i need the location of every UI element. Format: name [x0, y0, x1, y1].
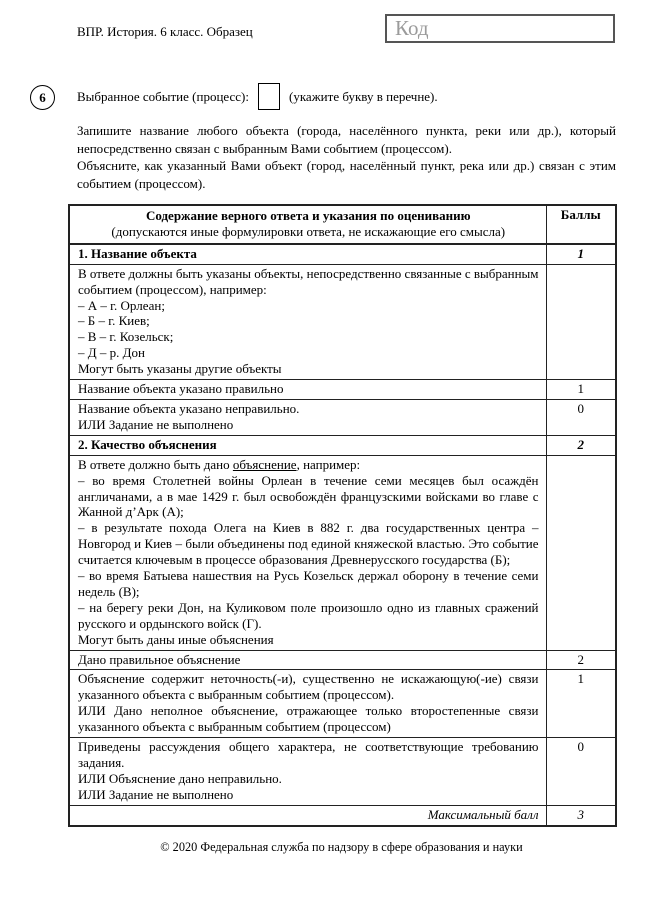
copyright-footer: © 2020 Федеральная служба по надзору в сфере образования и науки — [160, 840, 523, 854]
section2-title: 2. Качество объяснения — [69, 435, 546, 455]
section1-title-row — [69, 244, 616, 264]
criterion-line: Дано правильное объяснение — [78, 651, 241, 667]
object-item: – В – г. Козельск; — [78, 329, 174, 345]
criterion-row — [69, 650, 616, 670]
task-paragraph-1: Запишите название любого объекта (города, населённого пункта, реки или др.), который непосредственно связан с выбранным Вами событием (процессом). — [77, 123, 616, 156]
section1-content-score-cell — [546, 264, 616, 379]
criterion-row — [69, 738, 616, 806]
section1-content-intro: В ответе должны быть указаны объекты, непосредственно связанные с выбранным событием (процессом), например: — [78, 265, 539, 297]
explanation-item: – в результате похода Олега на Киев в 882 г. два государственных центра – Новгород и Киев – были объединены под единой княжеской властью. Это событие считается ключевым в процессе образования Древнерусского государства (Б); — [78, 520, 539, 568]
task-paragraph-2: Объясните, как указанный Вами объект (город, населённый пункт, река или др.) связан с этим событием (процессом). — [77, 158, 616, 191]
question-number-badge: 6 — [30, 85, 55, 110]
rubric-header-subtitle: (допускаются иные формулировки ответа, не искажающие его смысла) — [111, 223, 506, 239]
rubric-header-row — [69, 205, 616, 244]
section2-content-cell — [69, 455, 546, 650]
object-item: – А – г. Орлеан; — [78, 297, 165, 313]
criterion-score: 0 — [546, 738, 616, 806]
object-item: – Б – г. Киев; — [78, 313, 150, 329]
criterion-score: 0 — [546, 399, 616, 435]
rubric-table — [68, 204, 617, 827]
criterion-text-cell — [69, 738, 546, 806]
question-line — [77, 83, 617, 110]
criterion-line: ИЛИ Задание не выполнено — [78, 416, 234, 432]
section2-content-outro: Могут быть даны иные объяснения — [78, 631, 274, 647]
answer-letter-box[interactable] — [258, 83, 280, 110]
criterion-score: 1 — [546, 670, 616, 738]
section1-content-row — [69, 264, 616, 379]
criterion-text-cell — [69, 380, 546, 400]
criterion-line: ИЛИ Задание не выполнено — [78, 786, 234, 802]
section1-content-cell — [69, 264, 546, 379]
criterion-text-cell — [69, 650, 546, 670]
object-item: – Д – р. Дон — [78, 345, 145, 361]
section2-score: 2 — [546, 435, 616, 455]
section2-content-score-cell — [546, 455, 616, 650]
criterion-score: 1 — [546, 380, 616, 400]
criterion-text-cell — [69, 670, 546, 738]
criterion-line: Приведены рассуждения общего характера, не соответствующие требованию задания. — [78, 739, 539, 770]
criterion-score: 2 — [546, 650, 616, 670]
max-score-label: Максимальный балл — [69, 805, 546, 825]
criterion-line: ИЛИ Объяснение дано неправильно. — [78, 770, 282, 786]
explanation-item: – во время Батыева нашествия на Русь Козельск держал оборону в течение семи недель (В); — [78, 568, 539, 599]
code-input[interactable]: Код — [385, 14, 615, 43]
explanation-item: – во время Столетней войны Орлеан в течение семи месяцев был осаждён англичанами, а в мае 1429 г. был освобождён французскими войсками во главе с Жанной д’Арк (А); — [78, 472, 539, 520]
max-score-value: 3 — [546, 805, 616, 825]
explanation-item: – на берегу реки Дон, на Куликовом поле произошло одно из главных сражений русского и ордынского войск (Г). — [78, 599, 539, 631]
question-prompt: Выбранное событие (процесс): — [77, 88, 249, 104]
rubric-header-title: Содержание верного ответа и указания по оцениванию — [145, 208, 471, 223]
criterion-row — [69, 380, 616, 400]
criterion-line: Название объекта указано неправильно. — [78, 400, 300, 416]
section2-content-intro — [78, 457, 539, 473]
section1-content-outro: Могут быть указаны другие объекты — [78, 361, 282, 377]
criterion-line: Объяснение содержит неточность(-и), существенно не искажающую(-ие) связи указанного объекта с выбранным событием (процессом). — [78, 671, 539, 703]
section2-content-row — [69, 455, 616, 650]
question-prompt-suffix: (укажите букву в перечне). — [288, 88, 438, 104]
intro-post: , например: — [296, 456, 361, 472]
rubric-header-content-cell — [69, 205, 546, 244]
section1-score: 1 — [546, 244, 616, 264]
intro-pre: В ответе должно быть дано — [78, 456, 233, 472]
section2-title-row — [69, 435, 616, 455]
criterion-row — [69, 670, 616, 738]
criterion-row — [69, 399, 616, 435]
max-score-row — [69, 805, 616, 825]
criterion-line: ИЛИ Дано неполное объяснение, отражающее только второстепенные связи указанного объекта с выбранным событием (процессом) — [78, 703, 539, 735]
doc-title: ВПР. История. 6 класс. Образец — [77, 24, 253, 39]
intro-underlined-word: объяснение — [232, 456, 297, 472]
criterion-text-cell — [69, 399, 546, 435]
section1-title: 1. Название объекта — [69, 244, 546, 264]
rubric-header-score-cell: Баллы — [546, 205, 616, 244]
criterion-line: Название объекта указано правильно — [78, 381, 284, 397]
